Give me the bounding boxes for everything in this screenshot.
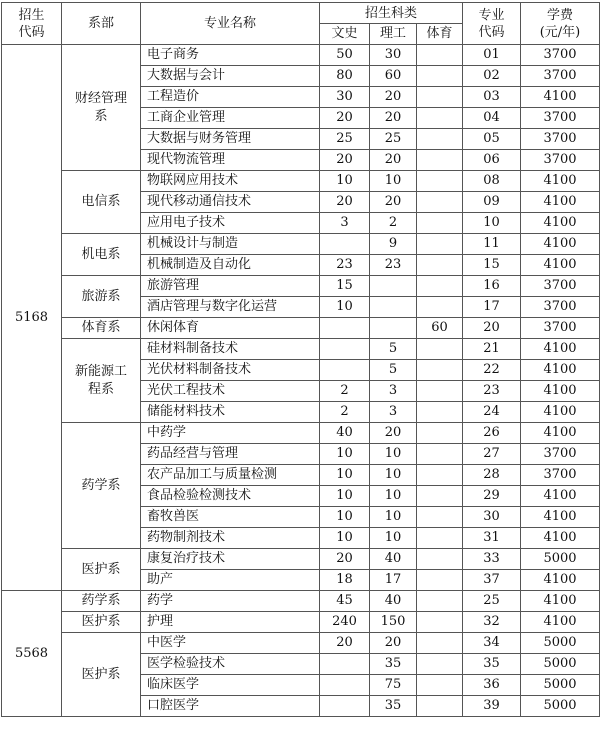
wenshi-count-cell: 10: [320, 465, 370, 486]
major-code-cell: 10: [463, 213, 521, 234]
tiyu-count-cell: [417, 171, 463, 192]
major-name-cell: 应用电子技术: [141, 213, 320, 234]
wenshi-count-cell: 18: [320, 570, 370, 591]
header-fee: 学费 (元/年): [521, 3, 600, 45]
tiyu-count-cell: [417, 213, 463, 234]
dept-cell: 药学系: [62, 423, 141, 549]
wenshi-count-cell: 10: [320, 486, 370, 507]
tiyu-count-cell: [417, 402, 463, 423]
ligong-count-cell: [370, 297, 417, 318]
major-name-cell: 药物制剂技术: [141, 528, 320, 549]
wenshi-count-cell: [320, 696, 370, 717]
ligong-count-cell: 150: [370, 612, 417, 633]
tiyu-count-cell: [417, 612, 463, 633]
dept-cell: 药学系: [62, 591, 141, 612]
tiyu-count-cell: [417, 591, 463, 612]
table-row: [2, 591, 600, 612]
table-row: [2, 234, 600, 255]
tiyu-count-cell: [417, 570, 463, 591]
wenshi-count-cell: 80: [320, 66, 370, 87]
wenshi-count-cell: 40: [320, 423, 370, 444]
major-name-cell: 中药学: [141, 423, 320, 444]
wenshi-count-cell: [320, 675, 370, 696]
tiyu-count-cell: [417, 297, 463, 318]
ligong-count-cell: 17: [370, 570, 417, 591]
major-code-cell: 15: [463, 255, 521, 276]
wenshi-count-cell: 20: [320, 150, 370, 171]
ligong-count-cell: 20: [370, 192, 417, 213]
major-name-cell: 酒店管理与数字化运营: [141, 297, 320, 318]
major-name-cell: 光伏工程技术: [141, 381, 320, 402]
dept-cell: 体育系: [62, 318, 141, 339]
wenshi-count-cell: 10: [320, 528, 370, 549]
dept-cell: 电信系: [62, 171, 141, 234]
fee-cell: 3700: [521, 129, 600, 150]
ligong-count-cell: 10: [370, 507, 417, 528]
major-code-cell: 26: [463, 423, 521, 444]
wenshi-count-cell: 10: [320, 297, 370, 318]
fee-cell: 3700: [521, 108, 600, 129]
fee-cell: 5000: [521, 696, 600, 717]
tiyu-count-cell: [417, 150, 463, 171]
major-name-cell: 临床医学: [141, 675, 320, 696]
ligong-count-cell: 5: [370, 339, 417, 360]
major-code-cell: 24: [463, 402, 521, 423]
fee-cell: 4100: [521, 234, 600, 255]
major-code-cell: 25: [463, 591, 521, 612]
wenshi-count-cell: 20: [320, 108, 370, 129]
tiyu-count-cell: [417, 192, 463, 213]
major-code-cell: 01: [463, 45, 521, 66]
major-name-cell: 口腔医学: [141, 696, 320, 717]
fee-cell: 4100: [521, 213, 600, 234]
major-code-cell: 35: [463, 654, 521, 675]
wenshi-count-cell: 23: [320, 255, 370, 276]
fee-cell: 4100: [521, 87, 600, 108]
major-code-cell: 22: [463, 360, 521, 381]
dept-cell: 财经管理系: [62, 45, 141, 171]
ligong-count-cell: 25: [370, 129, 417, 150]
header-wenshi: 文史: [320, 24, 370, 45]
major-code-cell: 31: [463, 528, 521, 549]
major-name-cell: 机械制造及自动化: [141, 255, 320, 276]
major-name-cell: 电子商务: [141, 45, 320, 66]
dept-cell: 医护系: [62, 549, 141, 591]
tiyu-count-cell: [417, 381, 463, 402]
tiyu-count-cell: [417, 528, 463, 549]
tiyu-count-cell: [417, 486, 463, 507]
fee-cell: 5000: [521, 654, 600, 675]
header-major: 专业名称: [141, 3, 320, 45]
fee-cell: 3700: [521, 318, 600, 339]
wenshi-count-cell: 20: [320, 549, 370, 570]
ligong-count-cell: 20: [370, 108, 417, 129]
tiyu-count-cell: [417, 549, 463, 570]
ligong-count-cell: 3: [370, 402, 417, 423]
tiyu-count-cell: [417, 696, 463, 717]
fee-cell: 5000: [521, 675, 600, 696]
wenshi-count-cell: 20: [320, 192, 370, 213]
ligong-count-cell: 10: [370, 486, 417, 507]
major-name-cell: 工商企业管理: [141, 108, 320, 129]
wenshi-count-cell: 10: [320, 507, 370, 528]
major-code-cell: 37: [463, 570, 521, 591]
ligong-count-cell: 35: [370, 654, 417, 675]
tiyu-count-cell: [417, 465, 463, 486]
tiyu-count-cell: [417, 108, 463, 129]
ligong-count-cell: 10: [370, 528, 417, 549]
dept-cell: 医护系: [62, 633, 141, 717]
table-body: [2, 45, 600, 717]
fee-cell: 4100: [521, 423, 600, 444]
wenshi-count-cell: [320, 234, 370, 255]
major-name-cell: 现代物流管理: [141, 150, 320, 171]
major-name-cell: 旅游管理: [141, 276, 320, 297]
major-code-cell: 06: [463, 150, 521, 171]
tiyu-count-cell: [417, 234, 463, 255]
fee-cell: 4100: [521, 192, 600, 213]
fee-cell: 4100: [521, 171, 600, 192]
major-name-cell: 农产品加工与质量检测: [141, 465, 320, 486]
fee-cell: 4100: [521, 612, 600, 633]
major-code-cell: 32: [463, 612, 521, 633]
wenshi-count-cell: 50: [320, 45, 370, 66]
table-row: [2, 318, 600, 339]
tiyu-count-cell: [417, 507, 463, 528]
tiyu-count-cell: [417, 675, 463, 696]
major-name-cell: 中医学: [141, 633, 320, 654]
wenshi-count-cell: 10: [320, 444, 370, 465]
tiyu-count-cell: [417, 66, 463, 87]
ligong-count-cell: 30: [370, 45, 417, 66]
fee-cell: 3700: [521, 465, 600, 486]
ligong-count-cell: 5: [370, 360, 417, 381]
table-row: [2, 549, 600, 570]
major-name-cell: 机械设计与制造: [141, 234, 320, 255]
major-name-cell: 现代移动通信技术: [141, 192, 320, 213]
tiyu-count-cell: [417, 87, 463, 108]
fee-cell: 4100: [521, 507, 600, 528]
header-tiyu: 体育: [417, 24, 463, 45]
ligong-count-cell: 60: [370, 66, 417, 87]
header-code: 招生 代码: [2, 3, 62, 45]
tiyu-count-cell: [417, 654, 463, 675]
major-name-cell: 储能材料技术: [141, 402, 320, 423]
major-code-cell: 16: [463, 276, 521, 297]
header-subjects: 招生科类: [320, 3, 463, 24]
major-code-cell: 29: [463, 486, 521, 507]
major-code-cell: 11: [463, 234, 521, 255]
major-code-cell: 39: [463, 696, 521, 717]
fee-cell: 3700: [521, 66, 600, 87]
wenshi-count-cell: 2: [320, 402, 370, 423]
major-name-cell: 硅材料制备技术: [141, 339, 320, 360]
header-dept: 系部: [62, 3, 141, 45]
fee-cell: 3700: [521, 297, 600, 318]
enroll-code-cell: 5168: [2, 45, 62, 591]
tiyu-count-cell: [417, 444, 463, 465]
major-code-cell: 27: [463, 444, 521, 465]
fee-cell: 5000: [521, 633, 600, 654]
major-name-cell: 药品经营与管理: [141, 444, 320, 465]
major-name-cell: 康复治疗技术: [141, 549, 320, 570]
dept-cell: 旅游系: [62, 276, 141, 318]
fee-cell: 4100: [521, 381, 600, 402]
fee-cell: 4100: [521, 591, 600, 612]
major-name-cell: 食品检验检测技术: [141, 486, 320, 507]
major-code-cell: 34: [463, 633, 521, 654]
major-code-cell: 05: [463, 129, 521, 150]
wenshi-count-cell: 45: [320, 591, 370, 612]
wenshi-count-cell: 3: [320, 213, 370, 234]
tiyu-count-cell: [417, 360, 463, 381]
major-name-cell: 药学: [141, 591, 320, 612]
enrollment-table: [1, 2, 600, 717]
fee-cell: 5000: [521, 549, 600, 570]
major-code-cell: 08: [463, 171, 521, 192]
fee-cell: 3700: [521, 150, 600, 171]
major-name-cell: 休闲体育: [141, 318, 320, 339]
major-code-cell: 03: [463, 87, 521, 108]
table-row: [2, 423, 600, 444]
major-code-cell: 17: [463, 297, 521, 318]
major-name-cell: 助产: [141, 570, 320, 591]
major-code-cell: 30: [463, 507, 521, 528]
tiyu-count-cell: [417, 423, 463, 444]
ligong-count-cell: 3: [370, 381, 417, 402]
ligong-count-cell: 20: [370, 150, 417, 171]
ligong-count-cell: 10: [370, 171, 417, 192]
header-major-code: 专业 代码: [463, 3, 521, 45]
ligong-count-cell: 40: [370, 549, 417, 570]
ligong-count-cell: 20: [370, 633, 417, 654]
fee-cell: 4100: [521, 360, 600, 381]
major-name-cell: 医学检验技术: [141, 654, 320, 675]
enroll-code-cell: 5568: [2, 591, 62, 717]
major-code-cell: 36: [463, 675, 521, 696]
wenshi-count-cell: 10: [320, 171, 370, 192]
major-name-cell: 大数据与会计: [141, 66, 320, 87]
major-code-cell: 21: [463, 339, 521, 360]
table-row: [2, 276, 600, 297]
table-row: [2, 171, 600, 192]
fee-cell: 4100: [521, 255, 600, 276]
tiyu-count-cell: [417, 255, 463, 276]
fee-cell: 3700: [521, 444, 600, 465]
major-name-cell: 光伏材料制备技术: [141, 360, 320, 381]
wenshi-count-cell: 20: [320, 633, 370, 654]
wenshi-count-cell: 2: [320, 381, 370, 402]
major-code-cell: 33: [463, 549, 521, 570]
fee-cell: 4100: [521, 402, 600, 423]
dept-cell: 医护系: [62, 612, 141, 633]
major-name-cell: 护理: [141, 612, 320, 633]
major-name-cell: 畜牧兽医: [141, 507, 320, 528]
tiyu-count-cell: [417, 276, 463, 297]
table-row: [2, 339, 600, 360]
fee-cell: 4100: [521, 570, 600, 591]
wenshi-count-cell: [320, 360, 370, 381]
ligong-count-cell: 10: [370, 465, 417, 486]
major-name-cell: 物联网应用技术: [141, 171, 320, 192]
ligong-count-cell: 35: [370, 696, 417, 717]
tiyu-count-cell: [417, 633, 463, 654]
major-code-cell: 02: [463, 66, 521, 87]
fee-cell: 4100: [521, 339, 600, 360]
major-code-cell: 20: [463, 318, 521, 339]
wenshi-count-cell: [320, 339, 370, 360]
fee-cell: 4100: [521, 486, 600, 507]
major-name-cell: 大数据与财务管理: [141, 129, 320, 150]
major-name-cell: 工程造价: [141, 87, 320, 108]
ligong-count-cell: 10: [370, 444, 417, 465]
wenshi-count-cell: 15: [320, 276, 370, 297]
tiyu-count-cell: [417, 45, 463, 66]
fee-cell: 3700: [521, 45, 600, 66]
fee-cell: 4100: [521, 528, 600, 549]
ligong-count-cell: 75: [370, 675, 417, 696]
ligong-count-cell: 9: [370, 234, 417, 255]
ligong-count-cell: 20: [370, 87, 417, 108]
wenshi-count-cell: [320, 654, 370, 675]
dept-cell: 机电系: [62, 234, 141, 276]
dept-cell: 新能源工程系: [62, 339, 141, 423]
tiyu-count-cell: [417, 339, 463, 360]
table-row: [2, 612, 600, 633]
ligong-count-cell: 20: [370, 423, 417, 444]
wenshi-count-cell: [320, 318, 370, 339]
wenshi-count-cell: 240: [320, 612, 370, 633]
major-code-cell: 23: [463, 381, 521, 402]
major-code-cell: 28: [463, 465, 521, 486]
ligong-count-cell: 40: [370, 591, 417, 612]
ligong-count-cell: [370, 318, 417, 339]
tiyu-count-cell: [417, 129, 463, 150]
ligong-count-cell: 2: [370, 213, 417, 234]
wenshi-count-cell: 30: [320, 87, 370, 108]
major-code-cell: 04: [463, 108, 521, 129]
header-ligong: 理工: [370, 24, 417, 45]
ligong-count-cell: [370, 276, 417, 297]
fee-cell: 3700: [521, 276, 600, 297]
ligong-count-cell: 23: [370, 255, 417, 276]
table-row: [2, 45, 600, 66]
table-row: [2, 633, 600, 654]
tiyu-count-cell: 60: [417, 318, 463, 339]
wenshi-count-cell: 25: [320, 129, 370, 150]
major-code-cell: 09: [463, 192, 521, 213]
